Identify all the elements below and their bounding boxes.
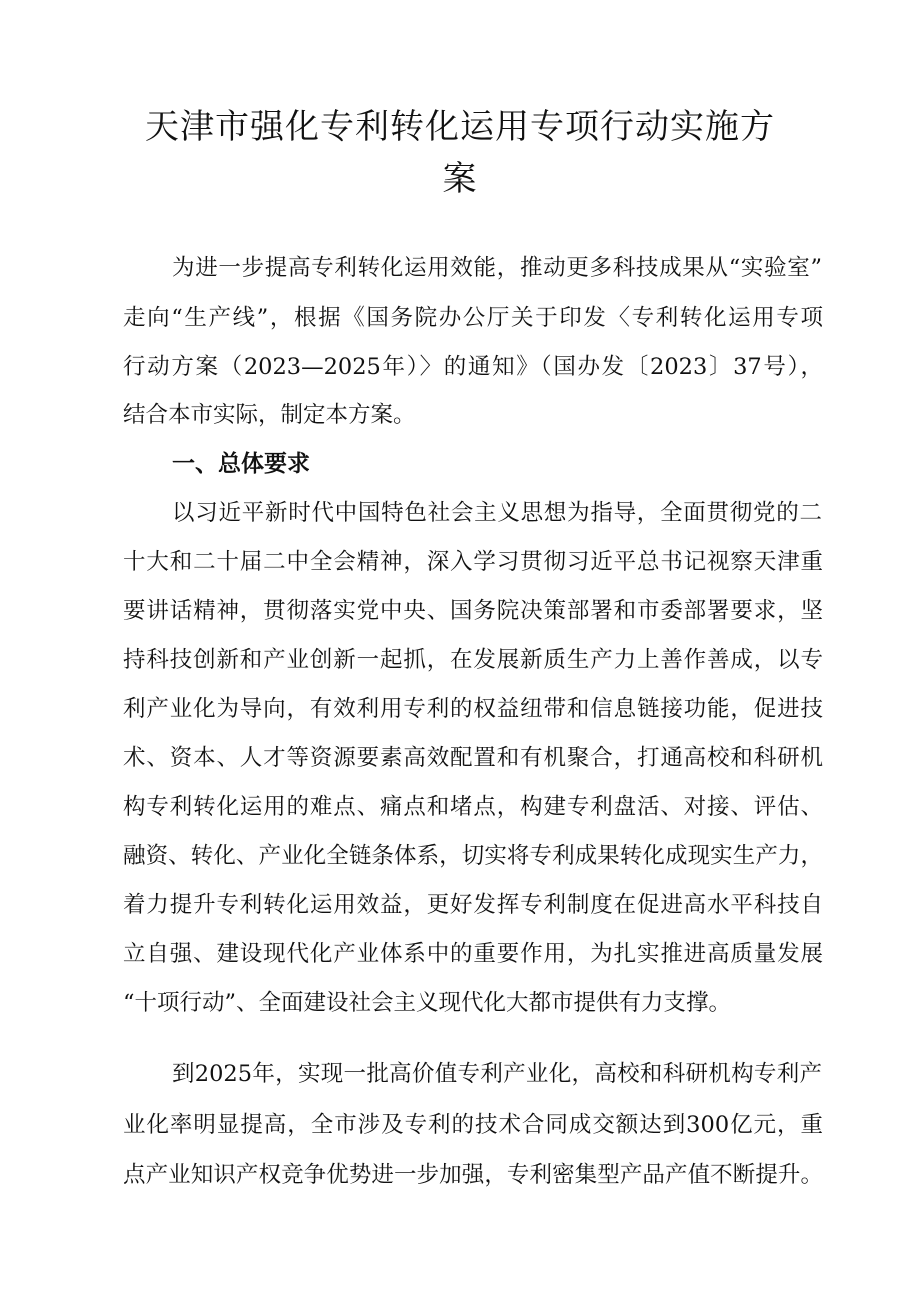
paragraph-line: 点产业知识产权竞争优势进一步加强，专利密集型产品产值不断提升。 bbox=[123, 1162, 823, 1188]
paragraph-line: 业化率明显提高，全市涉及专利的技术合同成交额达到300亿元，重 bbox=[123, 1112, 823, 1138]
paragraph-line: 十大和二十届二中全会精神，深入学习贯彻习近平总书记视察天津重 bbox=[123, 549, 823, 575]
paragraph-line: 要讲话精神，贯彻落实党中央、国务院决策部署和市委部署要求，坚 bbox=[123, 598, 823, 624]
intro-line: 结合本市实际，制定本方案。 bbox=[123, 402, 416, 428]
intro-line: 为进一步提高专利转化运用效能，推动更多科技成果从“实验室” bbox=[172, 255, 822, 281]
paragraph-line: 利产业化为导向，有效利用专利的权益纽带和信息链接功能，促进技 bbox=[123, 696, 823, 722]
paragraph-line: 着力提升专利转化运用效益，更好发挥专利制度在促进高水平科技自 bbox=[123, 892, 823, 918]
paragraph-line: 术、资本、人才等资源要素高效配置和有机聚合，打通高校和科研机 bbox=[123, 745, 823, 771]
document-title-line-2: 案 bbox=[442, 159, 478, 199]
intro-line: 行动方案（2023—2025年）〉的通知》（国办发〔2023〕37号）， bbox=[123, 354, 823, 380]
intro-line: 走向“生产线”，根据《国务院办公厅关于印发〈专利转化运用专项 bbox=[123, 305, 823, 331]
paragraph-line: 立自强、建设现代化产业体系中的重要作用，为扎实推进高质量发展 bbox=[123, 941, 823, 967]
paragraph-line: 以习近平新时代中国特色社会主义思想为指导，全面贯彻党的二 bbox=[172, 500, 822, 526]
paragraph-line: “十项行动”、全面建设社会主义现代化大都市提供有力支撑。 bbox=[123, 990, 732, 1016]
section-heading: 一、总体要求 bbox=[172, 451, 310, 477]
document-title-line-1: 天津市强化专利转化运用专项行动实施方 bbox=[145, 107, 775, 147]
paragraph-line: 到2025年，实现一批高价值专利产业化，高校和科研机构专利产 bbox=[172, 1061, 822, 1087]
paragraph-line: 持科技创新和产业创新一起抓，在发展新质生产力上善作善成，以专 bbox=[123, 647, 823, 673]
paragraph-line: 构专利转化运用的难点、痛点和堵点，构建专利盘活、对接、评估、 bbox=[123, 794, 823, 820]
paragraph-line: 融资、转化、产业化全链条体系，切实将专利成果转化成现实生产力， bbox=[123, 843, 823, 869]
